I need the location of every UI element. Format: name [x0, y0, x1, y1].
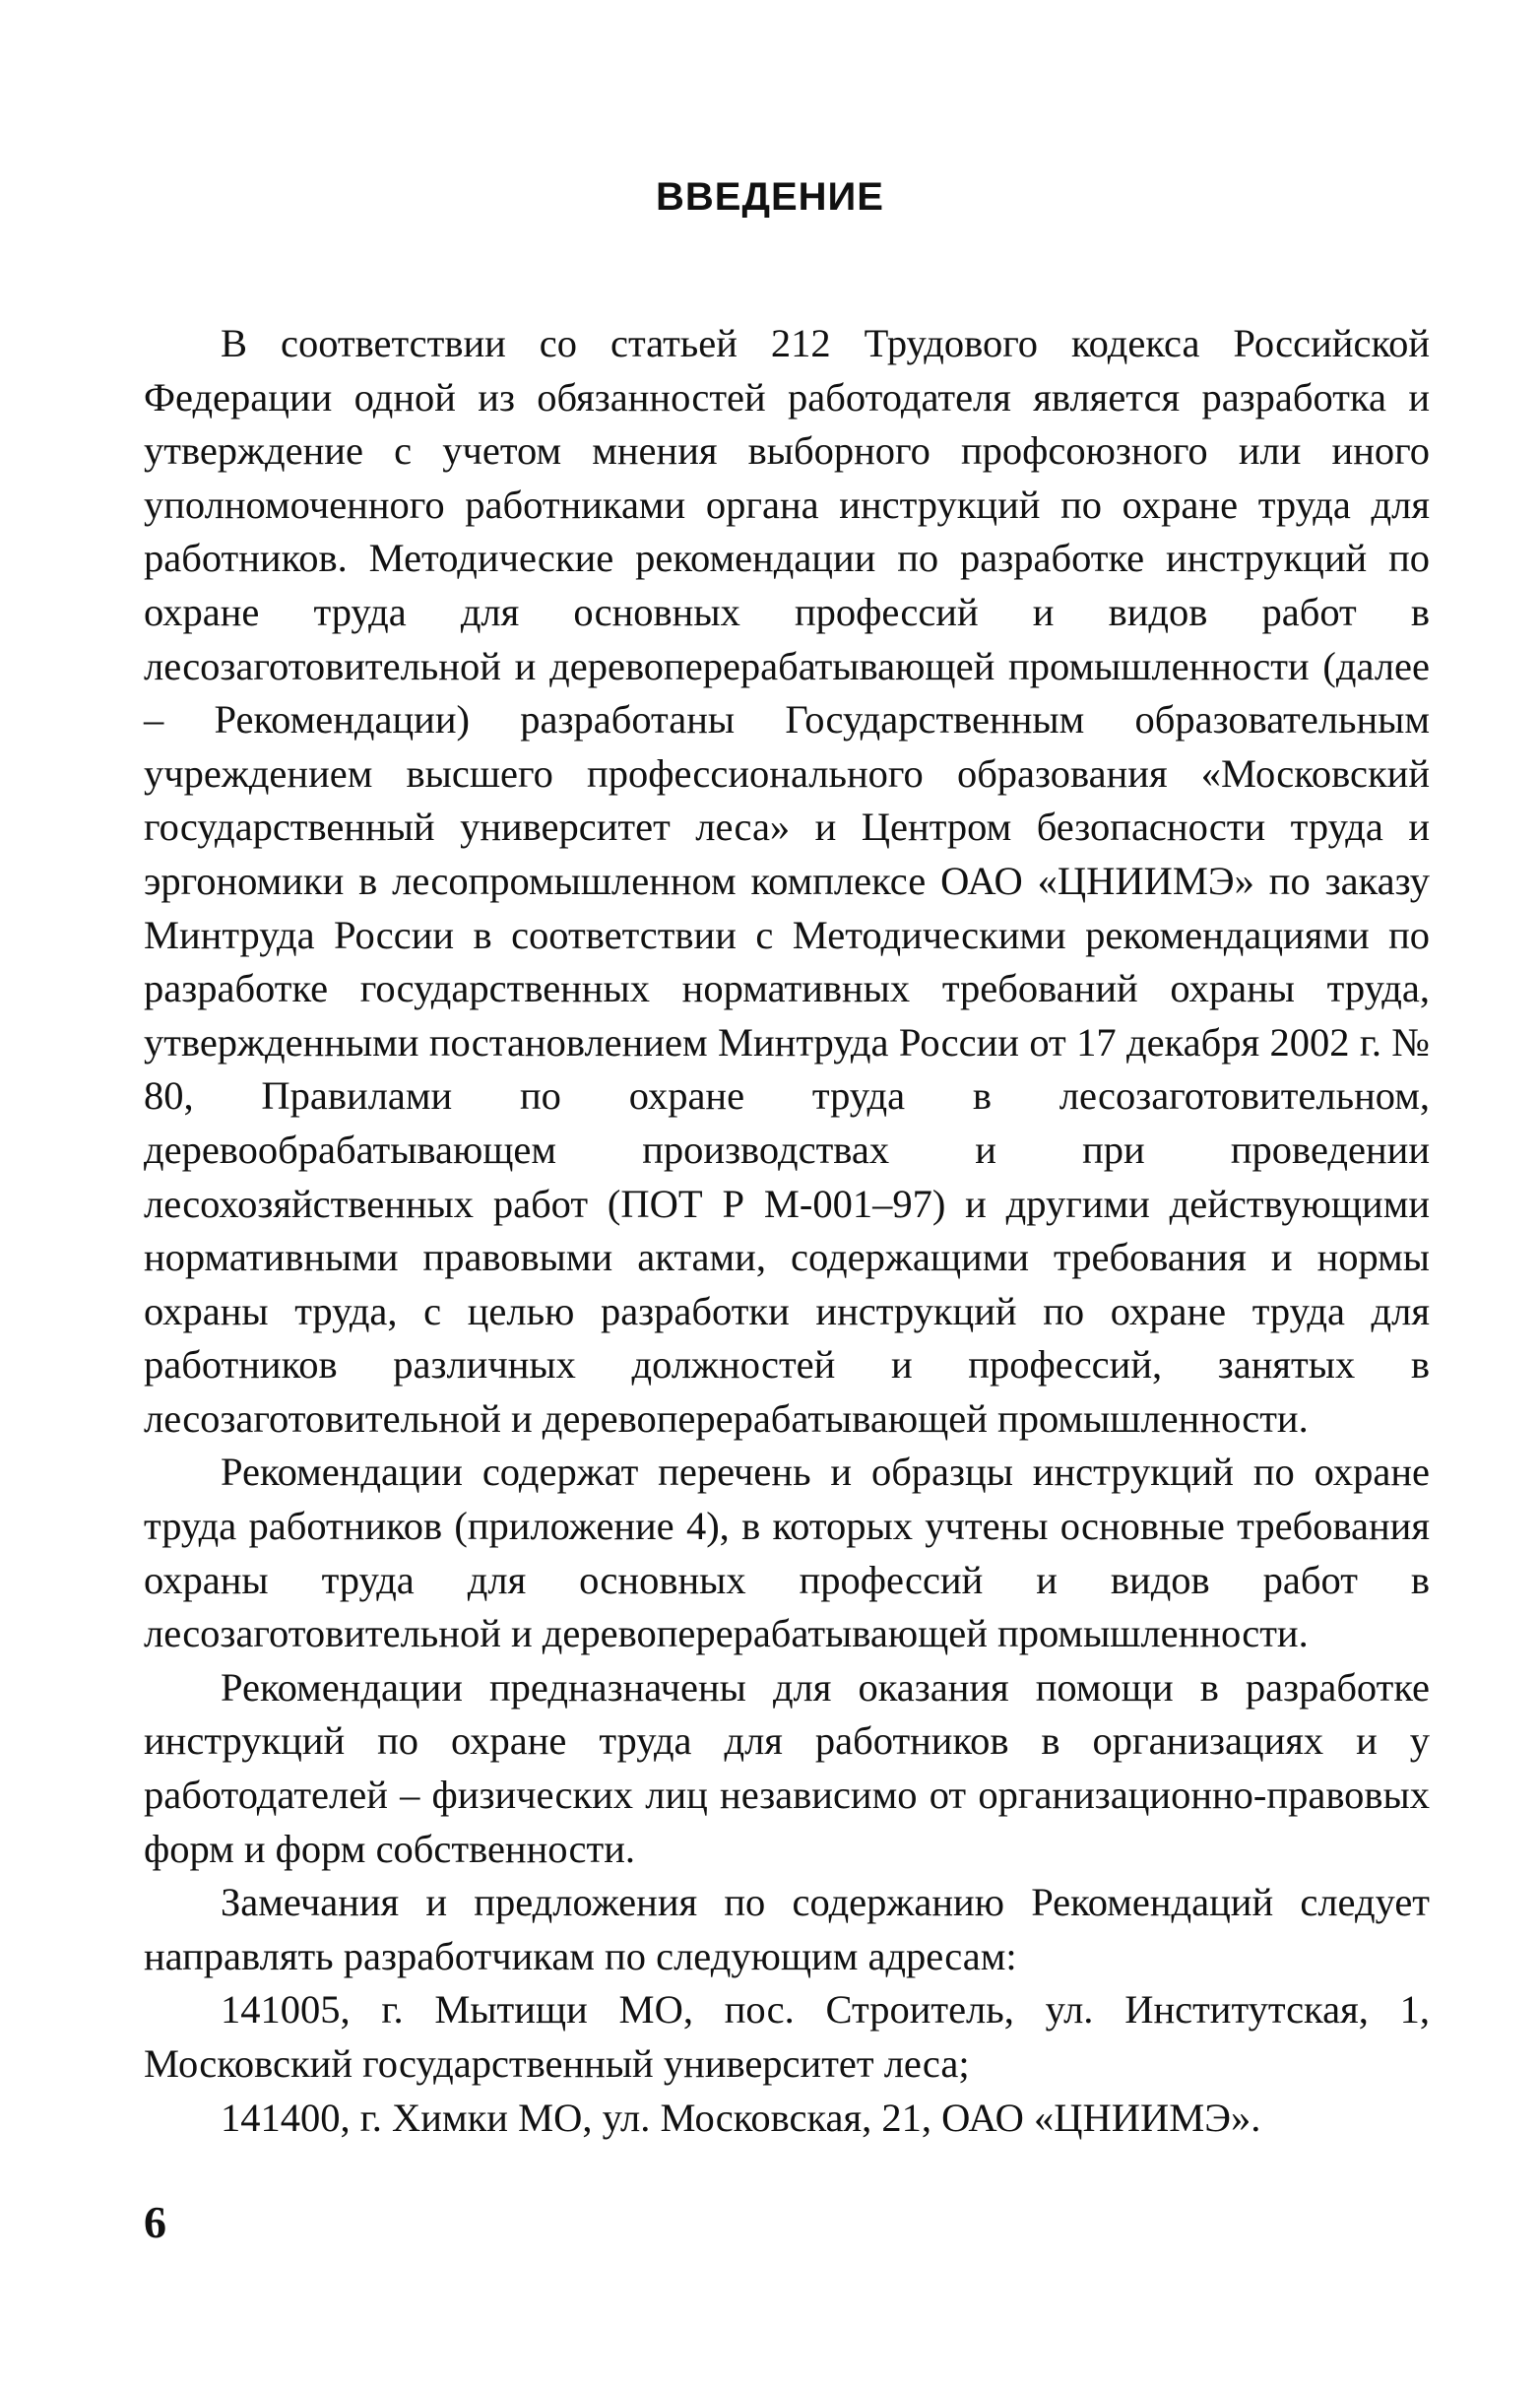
page-number: 6: [144, 2197, 166, 2247]
paragraph-contents: Рекомендации содержат перечень и образцы инструкций по охране труда работников (приложение 4), в которых учтены основные требования охраны труда для основных профессий и видов работ в лесозаготовительной и деревоперерабатывающей промышленности.: [144, 1450, 1430, 1656]
paragraph-intro: В соответствии со статьей 212 Трудового кодекса Российской Федерации одной из обязанностей работодателя является разработка и утверждение с учетом мнения выборного профсоюзного или иного уполномоченного работниками органа инструкций по охране труда для работников. Методические рекомендации по разработке инструкций по охране труда для основных профессий и видов работ в лесозаготовительной и деревоперерабатывающей промышленности (далее – Рекомендации) разработаны Государственным образовательным учреждением высшего профессионального образования «Московский государственный университет леса» и Центром безопасности труда и эргономики в лесопромышленном комплексе ОАО «ЦНИИМЭ» по заказу Минтруда России в соответствии с Методическими рекомендациями по разработке государственных нормативных требований охраны труда, утвержденными постановлением Минтруда России от 17 декабря 2002 г. № 80, Правилами по охране труда в лесозаготовительном, деревообрабатывающем производствах и при проведении лесохозяйственных работ (ПОТ Р М-001–97) и другими действующими нормативными правовыми актами, содержащими требования и нормы охраны труда, с целью разработки инструкций по охране труда для работников различных должностей и профессий, занятых в лесозаготовительной и деревоперерабатывающей промышленности.: [144, 321, 1430, 1441]
paragraph-address-2: 141400, г. Химки МО, ул. Московская, 21, ОАО «ЦНИИМЭ».: [221, 2095, 1261, 2140]
page-title: ВВЕДЕНИЕ: [656, 175, 884, 219]
paragraph-purpose: Рекомендации предназначены для оказания помощи в разработке инструкций по охране труда для работников в организациях и у работодателей – физических лиц независимо от организационно-правовых форм и форм собственности.: [144, 1664, 1430, 1871]
body-text: [144, 317, 1430, 2145]
paragraph-address-1: 141005, г. Мытищи МО, пос. Строитель, ул. Институтская, 1, Московский государственный университет леса;: [144, 1987, 1430, 2086]
paragraph-feedback: Замечания и предложения по содержанию Рекомендаций следует направлять разработчикам по следующим адресам:: [144, 1880, 1430, 1978]
